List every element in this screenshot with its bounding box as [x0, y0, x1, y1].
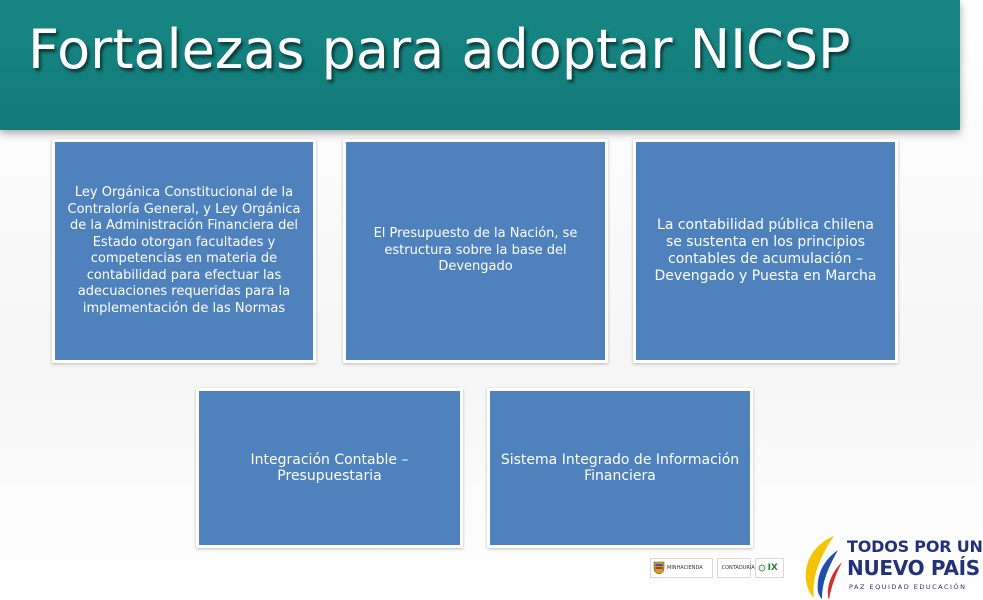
strength-box-financial-system [487, 388, 753, 548]
strength-text: Integración Contable – Presupuestaria [250, 451, 409, 484]
gov-logo-line1: TODOS POR UN [847, 537, 983, 556]
ix-logo [755, 558, 784, 578]
minhacienda-logo [650, 558, 713, 578]
strength-text: La contabilidad pública chilena se sustenta en los principios contables de acumulación – Devengado y Puesta en Marcha [654, 217, 877, 284]
logo-label: CONTADURÍA [721, 564, 755, 571]
strength-text: Ley Orgánica Constitucional de la Contraloría General, y Ley Orgánica de la Administración Financiera del Estado otorgan facultades y competencias en materia de contabilidad para efectuar las adecuaciones requeridas para la implementación de las Normas [67, 185, 301, 316]
title-banner [0, 0, 960, 130]
slide-title: Fortalezas para adoptar NICSP [28, 18, 851, 81]
colombia-coat-of-arms-icon [653, 561, 665, 575]
strength-text: Sistema Integrado de Información Financiera [500, 451, 740, 484]
gov-logo-line3: PAZ EQUIDAD EDUCACIÓN [849, 583, 967, 591]
colombia-flag-swoosh-icon [800, 532, 848, 600]
strength-box-integration [196, 388, 463, 548]
strength-text: El Presupuesto de la Nación, se estructura sobre la base del Devengado [373, 226, 578, 275]
strength-box-budget [343, 139, 608, 363]
institution-logos [650, 556, 784, 580]
strength-box-legal [52, 139, 316, 363]
logo-label: IX [767, 563, 778, 573]
strength-box-accounting-principles [633, 139, 898, 363]
logo-label: MINHACIENDA [667, 564, 703, 571]
todos-por-un-nuevo-pais-logo [800, 532, 983, 600]
gov-logo-line2: NUEVO PAÍS [847, 556, 980, 580]
contaduria-logo [717, 558, 755, 578]
ix-icon [758, 562, 766, 574]
